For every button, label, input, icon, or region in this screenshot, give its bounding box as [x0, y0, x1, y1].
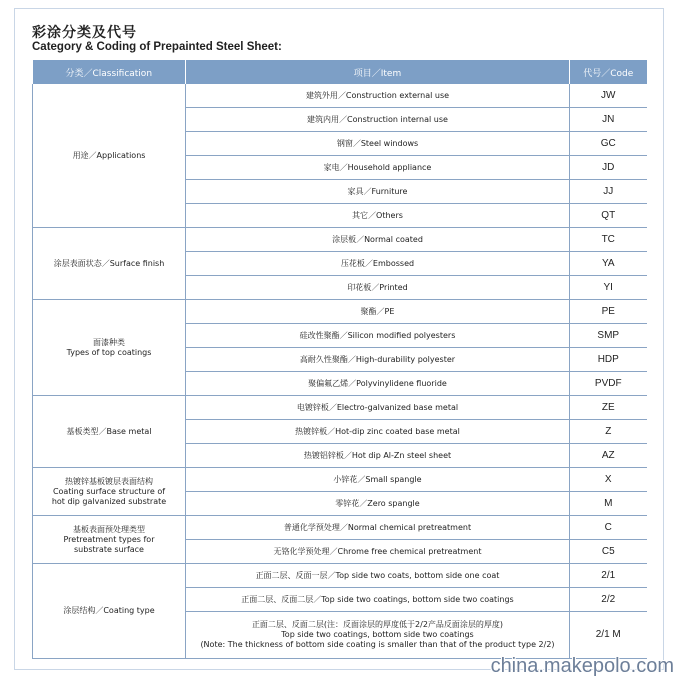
- item-text-line: 小锌花／Small spangle: [333, 474, 422, 484]
- item-cell: [186, 516, 570, 540]
- title-english: Category & Coding of Prepainted Steel Sheet:: [32, 41, 282, 53]
- item-text-line: 正面二层、反面二层(注：反面涂层的厚度低于2/2产品反面涂层的厚度): [251, 620, 504, 629]
- item-cell: [186, 348, 570, 372]
- classification-label-line: 涂层结构／Coating type: [63, 606, 155, 615]
- item-cell: [186, 276, 570, 300]
- classification-label-line: Pretreatment types for: [63, 534, 155, 544]
- table-row: [33, 516, 647, 540]
- code-cell: 2/1: [570, 564, 647, 588]
- table-row: [33, 468, 647, 492]
- item-cell: [186, 84, 570, 108]
- item-text-line: 电镀锌板／Electro-galvanized base metal: [296, 402, 459, 412]
- item-cell: [186, 228, 570, 252]
- code-cell: C5: [570, 540, 647, 564]
- classification-cell: [33, 516, 186, 564]
- code-cell: 2/2: [570, 588, 647, 612]
- item-text-line: 热镀铝锌板／Hot dip Al-Zn steel sheet: [303, 450, 452, 460]
- code-cell: AZ: [570, 444, 647, 468]
- item-text-line: 聚酯／PE: [360, 306, 395, 316]
- classification-cell: [33, 468, 186, 516]
- item-text-line: 热镀锌板／Hot-dip zinc coated base metal: [295, 426, 460, 436]
- item-text-line: 建筑内用／Construction internal use: [307, 114, 448, 124]
- table-row: [33, 228, 647, 252]
- item-text-line: 高耐久性聚酯／High-durability polyester: [299, 354, 456, 364]
- code-cell: JJ: [570, 180, 647, 204]
- item-text-line: 家具／Furniture: [347, 186, 408, 196]
- item-cell: [186, 540, 570, 564]
- item-cell: [186, 252, 570, 276]
- header-classification: 分类／Classification: [33, 60, 186, 84]
- item-text-line: 普通化学预处理／Normal chemical pretreatment: [283, 522, 472, 532]
- code-cell: 2/1 M: [570, 612, 647, 659]
- item-text-line: 硅改性聚酯／Silicon modified polyesters: [299, 330, 456, 340]
- item-text-line: 建筑外用／Construction external use: [305, 90, 450, 100]
- category-coding-table: [32, 60, 647, 659]
- item-cell: [186, 396, 570, 420]
- item-cell: [186, 612, 570, 659]
- table-row: [33, 300, 647, 324]
- watermark: china.makepolo.com: [490, 655, 674, 677]
- classification-cell: [33, 228, 186, 300]
- item-cell: [186, 420, 570, 444]
- item-cell: [186, 564, 570, 588]
- item-cell: [186, 492, 570, 516]
- item-cell: [186, 372, 570, 396]
- header-item: 项目／Item: [186, 60, 570, 84]
- item-text-line: 聚偏氟乙烯／Polyvinylidene fluoride: [308, 378, 447, 388]
- code-cell: TC: [570, 228, 647, 252]
- item-text-line: 家电／Household appliance: [323, 162, 432, 172]
- code-cell: X: [570, 468, 647, 492]
- item-text-line: (Note: The thickness of bottom side coating is smaller than that of the product type 2/2): [200, 640, 555, 649]
- code-cell: GC: [570, 132, 647, 156]
- code-cell: HDP: [570, 348, 647, 372]
- code-cell: PE: [570, 300, 647, 324]
- item-text-line: 印花板／Printed: [347, 282, 408, 292]
- item-cell: [186, 204, 570, 228]
- code-cell: Z: [570, 420, 647, 444]
- table-row: [33, 84, 647, 108]
- item-text-line: 压花板／Embossed: [340, 258, 415, 268]
- code-cell: JD: [570, 156, 647, 180]
- item-cell: [186, 132, 570, 156]
- header-code: 代号／Code: [570, 60, 647, 84]
- classification-label-line: hot dip galvanized substrate: [51, 496, 167, 506]
- classification-label-line: substrate surface: [74, 544, 144, 554]
- item-cell: [186, 468, 570, 492]
- item-text-line: 正面二层、反面一层／Top side two coats, bottom side one coat: [255, 570, 500, 580]
- classification-label-line: 面漆种类: [93, 337, 125, 347]
- classification-label-line: Types of top coatings: [66, 347, 152, 357]
- table-header-row: [33, 60, 647, 84]
- classification-label-line: 基板表面预处理类型: [73, 524, 145, 534]
- code-cell: JN: [570, 108, 647, 132]
- code-cell: M: [570, 492, 647, 516]
- item-cell: [186, 324, 570, 348]
- item-text-line: 涂层板／Normal coated: [332, 234, 423, 244]
- item-cell: [186, 180, 570, 204]
- code-cell: YI: [570, 276, 647, 300]
- code-cell: JW: [570, 84, 647, 108]
- item-text-line: 零锌花／Zero spangle: [335, 498, 420, 508]
- item-text-line: 无铬化学预处理／Chrome free chemical pretreatment: [273, 546, 482, 556]
- classification-label-line: 涂层表面状态／Surface finish: [53, 258, 165, 268]
- classification-label-line: 热镀锌基板镀层表面结构: [65, 476, 153, 486]
- table-row: [33, 564, 647, 588]
- item-text-line: 其它／Others: [352, 210, 403, 220]
- table-row: [33, 396, 647, 420]
- classification-label-line: Coating surface structure of: [52, 486, 166, 496]
- code-cell: SMP: [570, 324, 647, 348]
- classification-label-line: 用途／Applications: [72, 150, 146, 160]
- classification-cell: [33, 564, 186, 659]
- item-cell: [186, 156, 570, 180]
- title-chinese: 彩涂分类及代号: [32, 25, 137, 41]
- code-cell: PVDF: [570, 372, 647, 396]
- item-cell: [186, 588, 570, 612]
- code-cell: C: [570, 516, 647, 540]
- classification-label-line: 基板类型／Base metal: [66, 426, 152, 436]
- code-cell: YA: [570, 252, 647, 276]
- code-cell: QT: [570, 204, 647, 228]
- classification-cell: [33, 84, 186, 228]
- item-text-line: Top side two coatings, bottom side two coatings: [281, 630, 474, 639]
- item-cell: [186, 444, 570, 468]
- classification-cell: [33, 300, 186, 396]
- item-cell: [186, 108, 570, 132]
- item-text-line: 正面二层、反面二层／Top side two coatings, bottom side two coatings: [241, 594, 514, 604]
- classification-cell: [33, 396, 186, 468]
- item-cell: [186, 300, 570, 324]
- code-cell: ZE: [570, 396, 647, 420]
- item-text-line: 钢窗／Steel windows: [336, 138, 419, 148]
- table-body: [33, 84, 647, 659]
